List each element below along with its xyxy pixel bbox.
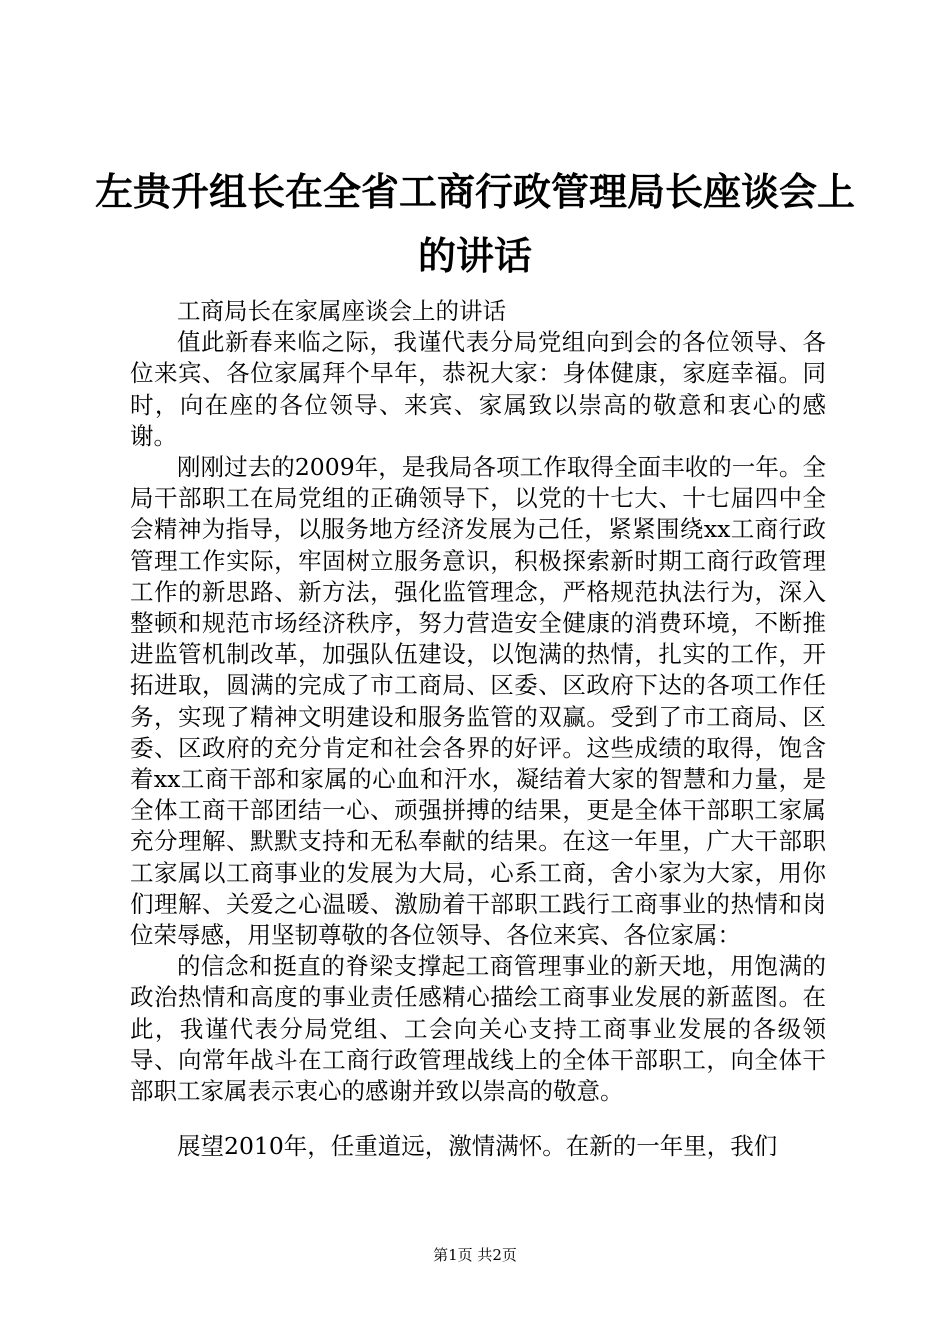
page-number: 第1页 共2页 <box>433 1246 517 1264</box>
paragraph-subtitle: 工商局长在家属座谈会上的讲话 <box>177 297 506 325</box>
paragraph-thanks: 的信念和挺直的脊梁支撑起工商管理事业的新天地，用饱满的政治热情和高度的事业责任感精心描绘工商事业发展的新蓝图。在此，我谨代表分局党组、工会向关心支持工商事业发展的各级领导、向常年战斗在工商行政管理战线上的全体干部职工，向全体干部职工家属表示衷心的感谢并致以崇高的敬意。 <box>130 952 826 1106</box>
paragraph-greeting: 值此新春来临之际，我谨代表分局党组向到会的各位领导、各位来宾、各位家属拜个早年，恭祝大家：身体健康，家庭幸福。同时，向在座的各位领导、来宾、家属致以崇高的敬意和衷心的感谢。 <box>130 328 826 450</box>
title-line-2: 的讲话 <box>417 233 532 278</box>
document-title <box>0 160 950 288</box>
document-body <box>130 296 826 1162</box>
paragraph-review: 刚刚过去的2009年，是我局各项工作取得全面丰收的一年。全局干部职工在局党组的正确领导下，以党的十七大、十七届四中全会精神为指导，以服务地方经济发展为己任，紧紧围绕xx工商行政管理工作实际，牢固树立服务意识，积极探索新时期工商行政管理工作的新思路、新方法，强化监管理念，严格规范执法行为，深入整顿和规范市场经济秩序，努力营造安全健康的消费环境，不断推进监管机制改革，加强队伍建设，以饱满的热情，扎实的工作，开拓进取，圆满的完成了市工商局、区委、区政府下达的各项工作任务，实现了精神文明建设和服务监管的双赢。受到了市工商局、区委、区政府的充分肯定和社会各界的好评。这些成绩的取得，饱含着xx工商干部和家属的心血和汗水，凝结着大家的智慧和力量，是全体工商干部团结一心、顽强拼搏的结果，更是全体干部职工家属充分理解、默默支持和无私奉献的结果。在这一年里，广大干部职工家属以工商事业的发展为大局，心系工商，舍小家为大家，用你们理解、关爱之心温暖、激励着干部职工践行工商事业的热情和岗位荣辱感，用坚韧尊敬的各位领导、各位来宾、各位家属： <box>130 453 826 950</box>
title-line-1: 左贵升组长在全省工商行政管理局长座谈会上 <box>94 169 855 214</box>
paragraph-outlook: 展望2010年，任重道远，激情满怀。在新的一年里，我们 <box>177 1132 778 1161</box>
